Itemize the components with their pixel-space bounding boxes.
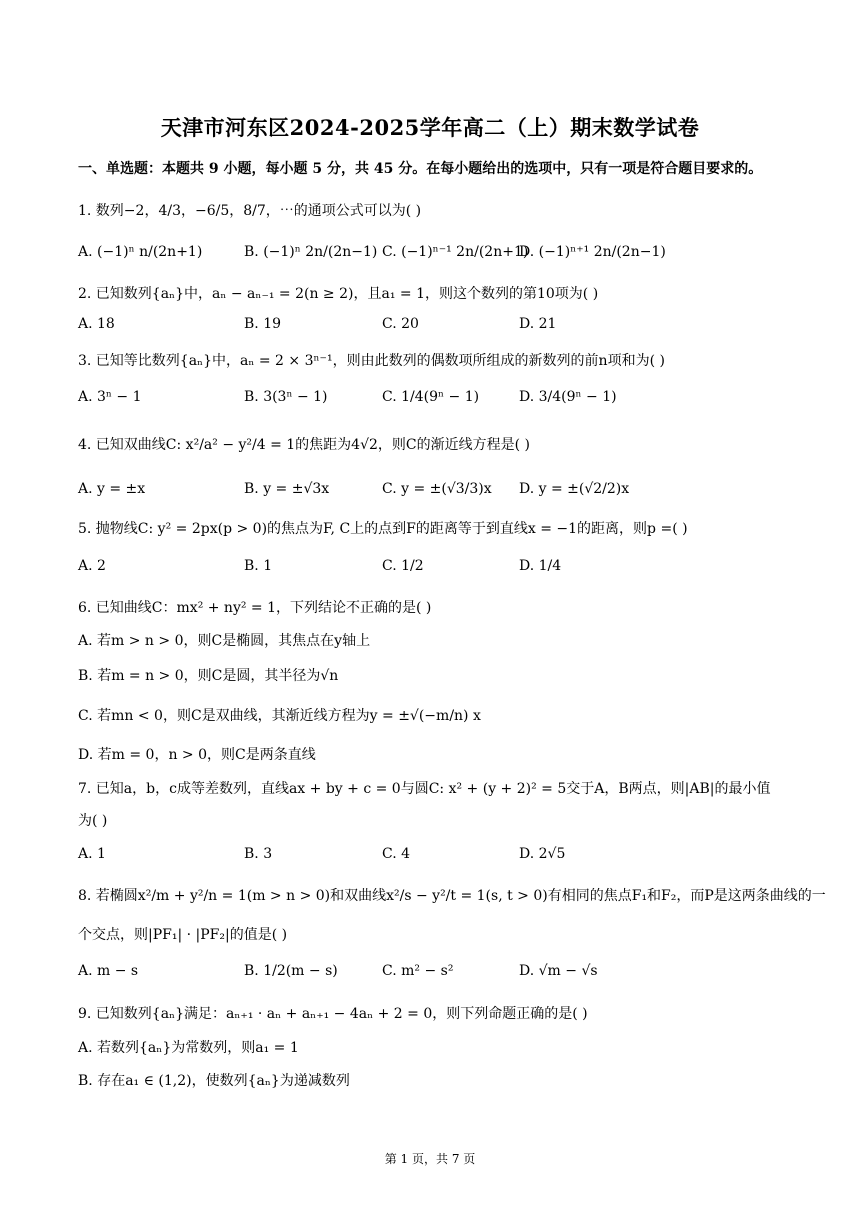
question-8-stem: 8. 若椭圆x²/m + y²/n = 1(m > n > 0)和双曲线x²/s − y²/t = 1(s, t > 0)有相同的焦点F₁和F₂，而P是这两条曲线的一 bbox=[78, 888, 826, 904]
option-c: C. (−1)ⁿ⁻¹ 2n/(2n+1) bbox=[382, 244, 529, 260]
question-1-stem: 1. 数列−2，4/3，−6/5，8/7，⋯的通项公式可以为( ) bbox=[78, 203, 422, 219]
option-b: B. 3 bbox=[244, 846, 273, 862]
page-footer: 第 1 页，共 7 页 bbox=[384, 1152, 476, 1166]
option-c: C. 4 bbox=[382, 846, 411, 862]
option-d: D. 21 bbox=[519, 316, 557, 332]
option-c: C. 20 bbox=[382, 316, 419, 332]
option-a: A. m − s bbox=[78, 963, 139, 979]
option-a: A. 18 bbox=[78, 316, 115, 332]
option-d: D. 若m = 0，n > 0，则C是两条直线 bbox=[78, 747, 316, 763]
question-4-stem: 4. 已知双曲线C: x²/a² − y²/4 = 1的焦距为4√2，则C的渐近线方程是( ) bbox=[78, 437, 531, 453]
option-b: B. 1 bbox=[244, 558, 273, 574]
question-7-stem-cont: 为( ) bbox=[78, 813, 108, 829]
question-3-stem: 3. 已知等比数列{aₙ}中，aₙ = 2 × 3ⁿ⁻¹，则由此数列的偶数项所组成的新数列的前n项和为( ) bbox=[78, 353, 665, 369]
question-6-stem: 6. 已知曲线C：mx² + ny² = 1，下列结论不正确的是( ) bbox=[78, 600, 432, 616]
question-7-stem: 7. 已知a，b，c成等差数列，直线ax + by + c = 0与圆C: x² + (y + 2)² = 5交于A，B两点，则|AB|的最小值 bbox=[78, 781, 771, 797]
question-5-stem: 5. 抛物线C: y² = 2px(p > 0)的焦点为F, C上的点到F的距离等于到直线x = −1的距离，则p =( ) bbox=[78, 521, 688, 537]
option-b: B. 若m = n > 0，则C是圆，其半径为√n bbox=[78, 668, 339, 684]
question-8-stem-cont: 个交点，则|PF₁| · |PF₂|的值是( ) bbox=[78, 927, 288, 943]
question-9-stem: 9. 已知数列{aₙ}满足：aₙ₊₁ · aₙ + aₙ₊₁ − 4aₙ + 2 = 0，则下列命题正确的是( ) bbox=[78, 1006, 588, 1022]
page-title: 天津市河东区2024-2025学年高二（上）期末数学试卷 bbox=[160, 115, 700, 140]
option-a: A. 若m > n > 0，则C是椭圆，其焦点在y轴上 bbox=[78, 633, 371, 649]
option-a: A. 1 bbox=[78, 846, 106, 862]
option-b: B. 19 bbox=[244, 316, 282, 332]
option-c: C. 1/4(9ⁿ − 1) bbox=[382, 389, 480, 405]
option-d: D. 2√5 bbox=[519, 846, 566, 862]
option-c: C. 若mn < 0，则C是双曲线，其渐近线方程为y = ±√(−m/n) x bbox=[78, 708, 481, 724]
option-c: C. y = ±(√3/3)x bbox=[382, 481, 492, 497]
option-d: D. y = ±(√2/2)x bbox=[519, 481, 630, 497]
option-a: A. 2 bbox=[78, 558, 106, 574]
option-b: B. 存在a₁ ∈ (1,2)，使数列{aₙ}为递减数列 bbox=[78, 1073, 350, 1089]
option-d: D. (−1)ⁿ⁺¹ 2n/(2n−1) bbox=[519, 244, 666, 260]
option-b: B. 3(3ⁿ − 1) bbox=[244, 389, 328, 405]
option-b: B. y = ±√3x bbox=[244, 481, 330, 497]
option-b: B. 1/2(m − s) bbox=[244, 963, 338, 979]
option-d: D. 3/4(9ⁿ − 1) bbox=[519, 389, 617, 405]
option-d: D. √m − √s bbox=[519, 963, 598, 979]
option-a: A. 若数列{aₙ}为常数列，则a₁ = 1 bbox=[78, 1040, 299, 1056]
question-2-stem: 2. 已知数列{aₙ}中，aₙ − aₙ₋₁ = 2(n ≥ 2)，且a₁ = 1，则这个数列的第10项为( ) bbox=[78, 286, 599, 302]
option-a: A. 3ⁿ − 1 bbox=[78, 389, 142, 405]
option-d: D. 1/4 bbox=[519, 558, 562, 574]
option-b: B. (−1)ⁿ 2n/(2n−1) bbox=[244, 244, 378, 260]
option-a: A. y = ±x bbox=[78, 481, 146, 497]
option-c: C. m² − s² bbox=[382, 963, 454, 979]
option-a: A. (−1)ⁿ n/(2n+1) bbox=[78, 244, 203, 260]
section-heading: 一、单选题：本题共 9 小题，每小题 5 分，共 45 分。在每小题给出的选项中，只有一项是符合题目要求的。 bbox=[78, 161, 763, 177]
option-c: C. 1/2 bbox=[382, 558, 424, 574]
